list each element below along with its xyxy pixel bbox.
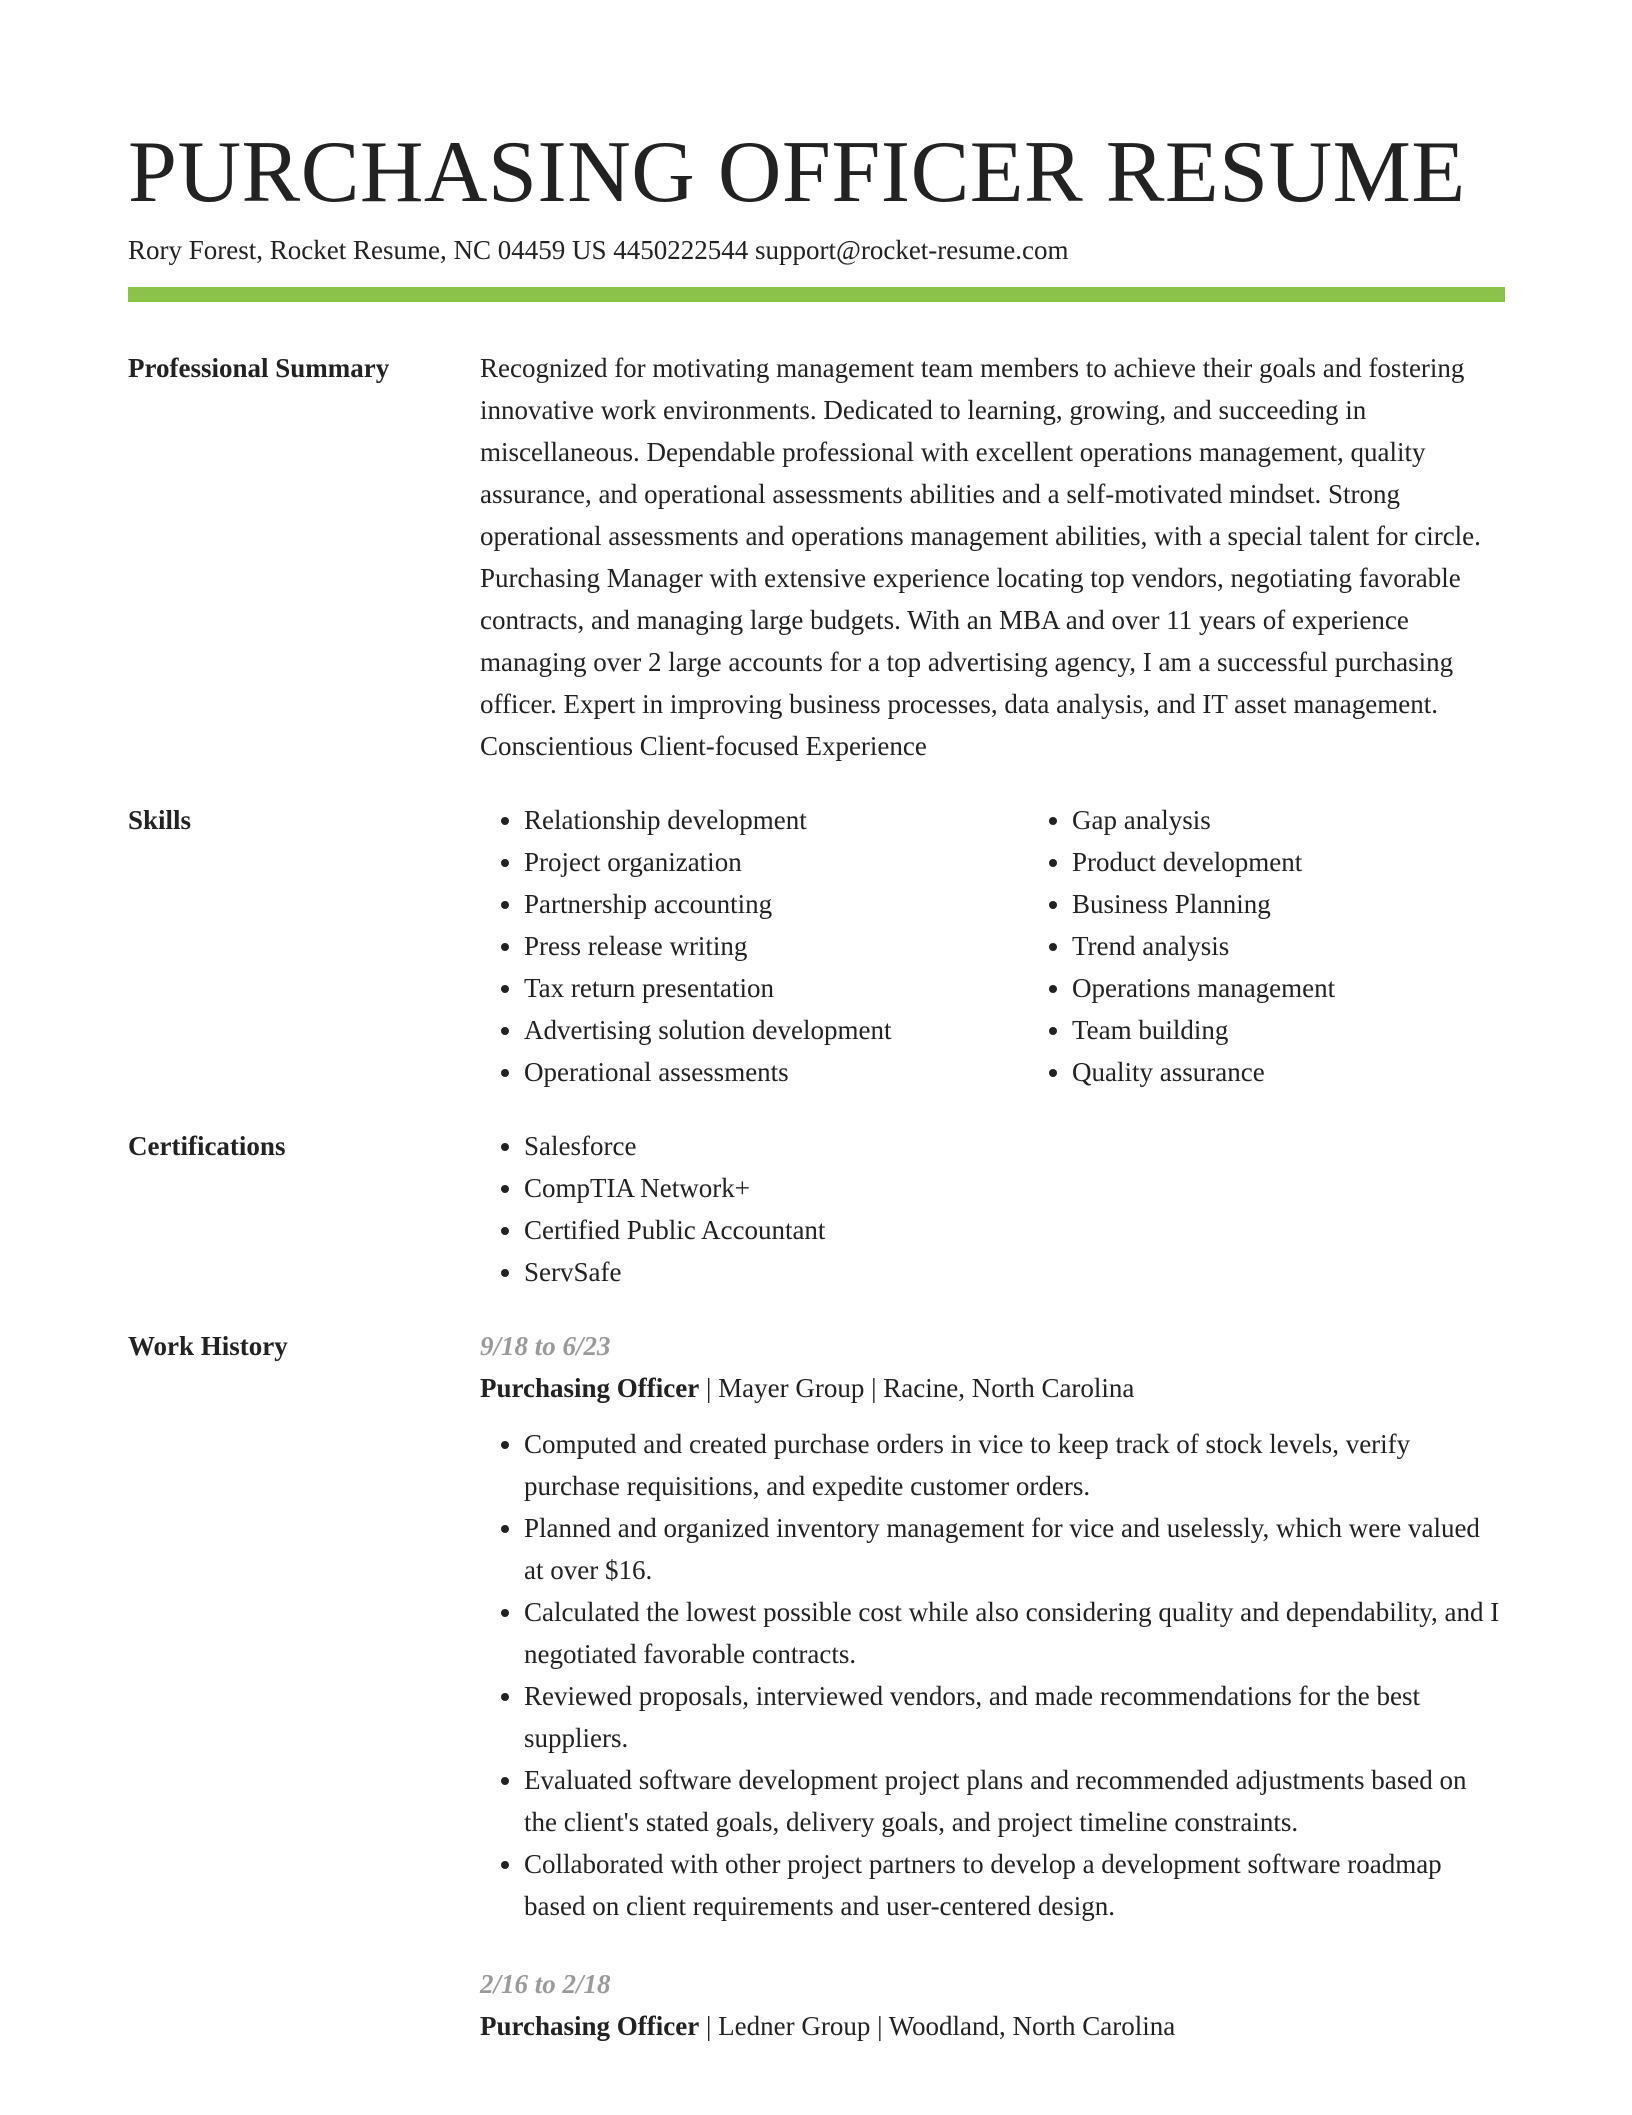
skill-item: • Operations management (1072, 967, 1576, 1009)
skill-item: • Press release writing (524, 925, 1028, 967)
job-duty-item: • Evaluated software development project plans and recommended adjustments based on the client's stated goals, delivery goals, and project timeline constraints. (524, 1759, 1505, 1843)
summary-text: Recognized for motivating management team members to achieve their goals and fostering innovative work environments. Dedicated to learning, growing, and succeeding in miscellaneous. Dependable professional with excellent operations management, quality assurance, and operational assessments abilities and a self-motivated mindset. Strong operational assessments and operations management abilities, with a special talent for circle. Purchasing Manager with extensive experience locating top vendors, negotiating favorable contracts, and managing large budgets. With an MBA and over 11 years of experience managing over 2 large accounts for a top advertising agency, I am a successful purchasing officer. Expert in improving business processes, data analysis, and IT asset management. Conscientious Client-focused Experience (480, 353, 1481, 761)
resume-content (128, 347, 1505, 2115)
job-duty-item: • Collaborated with other project partners to develop a development software roadmap based on client requirements and user-centered design. (524, 1843, 1505, 1927)
skills-list-left (480, 799, 1028, 1093)
job-header (480, 1367, 1505, 1409)
skill-item: • Relationship development (524, 799, 1028, 841)
job-title: Purchasing Officer (480, 1373, 700, 1403)
certification-item: • CompTIA Network+ (524, 1167, 1505, 1209)
job-entry (480, 1963, 1505, 2047)
skill-item: • Trend analysis (1072, 925, 1576, 967)
certifications-section (128, 1125, 1505, 1293)
job-title: Purchasing Officer (480, 2011, 700, 2041)
summary-section (128, 347, 1505, 767)
certifications-list (480, 1125, 1505, 1293)
skill-item: • Product development (1072, 841, 1576, 883)
skills-list-right (1028, 799, 1576, 1093)
skill-item: • Operational assessments (524, 1051, 1028, 1093)
certification-item: • Salesforce (524, 1125, 1505, 1167)
skill-item: • Advertising solution development (524, 1009, 1028, 1051)
skill-item: • Project organization (524, 841, 1028, 883)
job-employer-location: | Mayer Group | Racine, North Carolina (699, 1373, 1135, 1403)
job-duty-item: • Computed and created purchase orders in vice to keep track of stock levels, verify purchase requisitions, and expedite customer orders. (524, 1423, 1505, 1507)
section-label-summary: Professional Summary (128, 353, 390, 383)
skill-item: • Gap analysis (1072, 799, 1576, 841)
section-label-certifications: Certifications (128, 1131, 286, 1161)
job-employer-location: | Ledner Group | Woodland, North Carolina (699, 2011, 1176, 2041)
work-history-section (128, 1325, 1505, 2083)
skill-item: • Quality assurance (1072, 1051, 1576, 1093)
job-dates: 9/18 to 6/23 (480, 1331, 611, 1361)
job-duties-list (480, 1423, 1505, 1927)
job-duty-item: • Planned and organized inventory management for vice and uselessly, which were valued at over $16. (524, 1507, 1505, 1591)
job-dates: 2/16 to 2/18 (480, 1969, 611, 1999)
job-duty-item: • Calculated the lowest possible cost while also considering quality and dependability, and I negotiated favorable contracts. (524, 1591, 1505, 1675)
certification-item: • Certified Public Accountant (524, 1209, 1505, 1251)
section-label-work-history: Work History (128, 1331, 288, 1361)
resume-title: PURCHASING OFFICER RESUME (128, 124, 1466, 221)
skill-item: • Tax return presentation (524, 967, 1028, 1009)
contact-line: Rory Forest, Rocket Resume, NC 04459 US 4450222544 support@rocket-resume.com (128, 235, 1069, 265)
skill-item: • Partnership accounting (524, 883, 1028, 925)
skill-item: • Business Planning (1072, 883, 1576, 925)
skill-item: • Team building (1072, 1009, 1576, 1051)
job-header (480, 2005, 1505, 2047)
accent-divider (128, 287, 1505, 302)
skills-section (128, 799, 1505, 1093)
job-entry (480, 1325, 1505, 1927)
certification-item: • ServSafe (524, 1251, 1505, 1293)
job-duty-item: • Reviewed proposals, interviewed vendors, and made recommendations for the best suppliers. (524, 1675, 1505, 1759)
section-label-skills: Skills (128, 805, 192, 835)
